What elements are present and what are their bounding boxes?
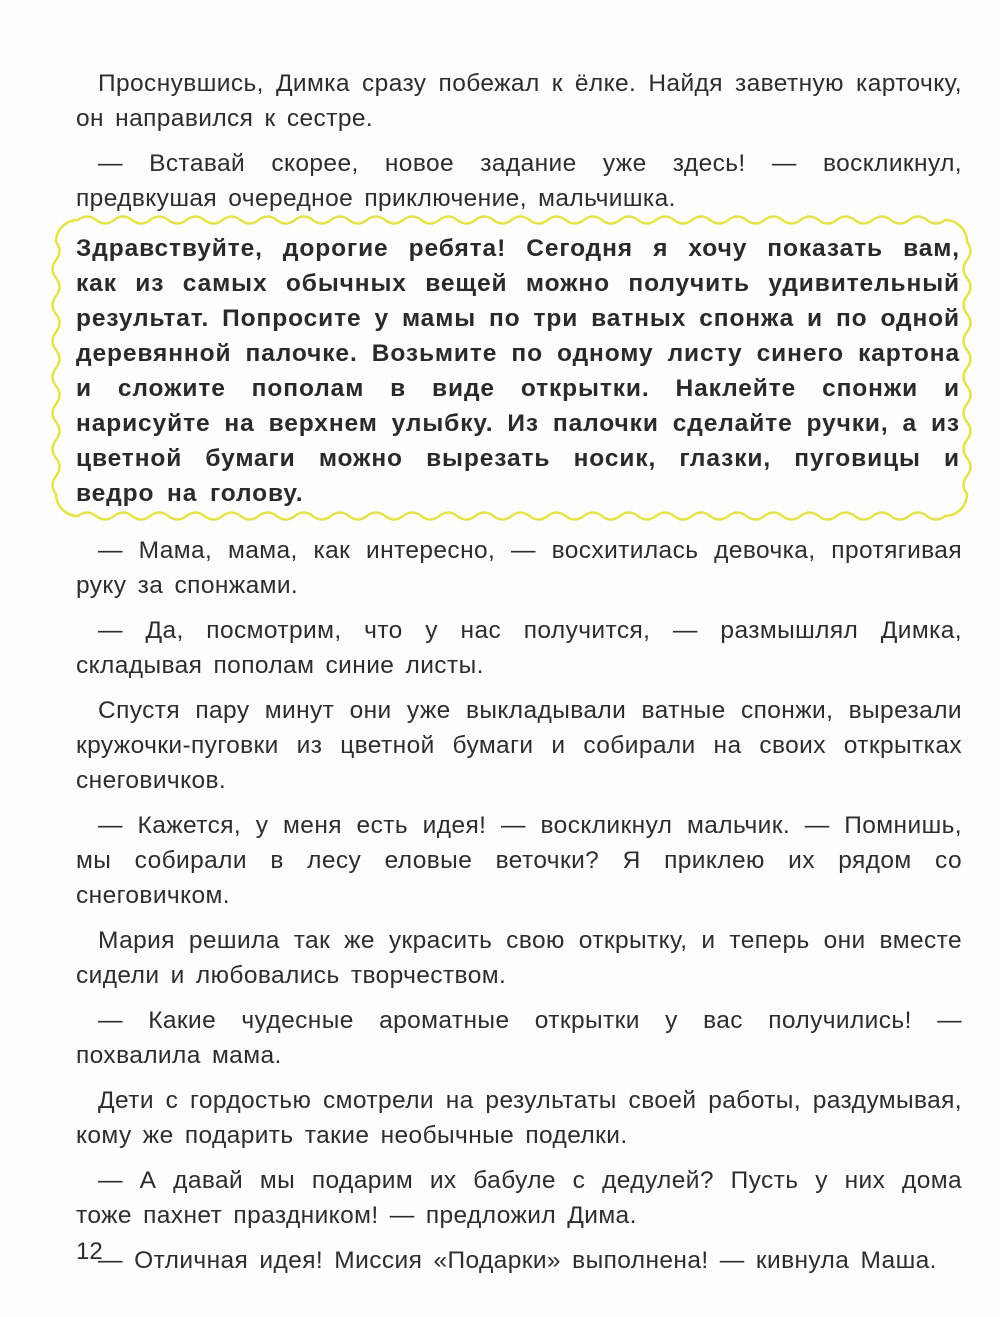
paragraph: — Отличная идея! Миссия «Подарки» выполнена! — кивнула Маша. bbox=[98, 1247, 937, 1274]
task-text: Здравствуйте, дорогие ребята! Сегодня я хочу показать вам, как из самых обычных вещей можно получить удивительный результат. Попросите у мамы по три ватных спонжа и по одной деревянной палочке. Возьмите по одному листу синего картона и сложите пополам в виде открытки. Наклейте спонжи и нарисуйте на верхнем улыбку. Из палочки сделайте ручки, а из цветной бумаги можно вырезать носик, глазки, пуговицы и ведро на голову. bbox=[76, 235, 960, 507]
intro-text bbox=[76, 66, 962, 216]
paragraph: Проснувшись, Димка сразу побежал к ёлке. Найдя заветную карточку, он направился к сестре. bbox=[76, 70, 962, 132]
paragraph: Мария решила так же украсить свою открытку, и теперь они вместе сидели и любовались творчеством. bbox=[76, 927, 962, 989]
paragraph: — Вставай скорее, новое задание уже здесь! — воскликнул, предвкушая очередное приключение, мальчишка. bbox=[76, 150, 962, 212]
paragraph: — А давай мы подарим их бабуле с дедулей? Пусть у них дома тоже пахнет праздником! — предложил Дима. bbox=[76, 1167, 962, 1229]
paragraph: Дети с гордостью смотрели на результаты своей работы, раздумывая, кому же подарить такие необычные поделки. bbox=[76, 1087, 962, 1149]
task-card bbox=[50, 214, 973, 522]
paragraph: — Кажется, у меня есть идея! — воскликнул мальчик. — Помнишь, мы собирали в лесу еловые веточки? Я приклею их рядом со снеговичком. bbox=[76, 812, 962, 909]
page-number: 12 bbox=[76, 1238, 103, 1265]
story-text bbox=[76, 533, 962, 1278]
paragraph: — Да, посмотрим, что у нас получится, — размышлял Димка, складывая пополам синие листы. bbox=[76, 617, 962, 679]
paragraph: — Какие чудесные ароматные открытки у вас получились! — похвалила мама. bbox=[76, 1007, 962, 1069]
paragraph: — Мама, мама, как интересно, — восхитилась девочка, протягивая руку за спонжами. bbox=[76, 537, 962, 599]
paragraph: Спустя пару минут они уже выкладывали ватные спонжи, вырезали кружочки-пуговки из цветной бумаги и собирали на своих открытках снеговичков. bbox=[76, 697, 962, 794]
